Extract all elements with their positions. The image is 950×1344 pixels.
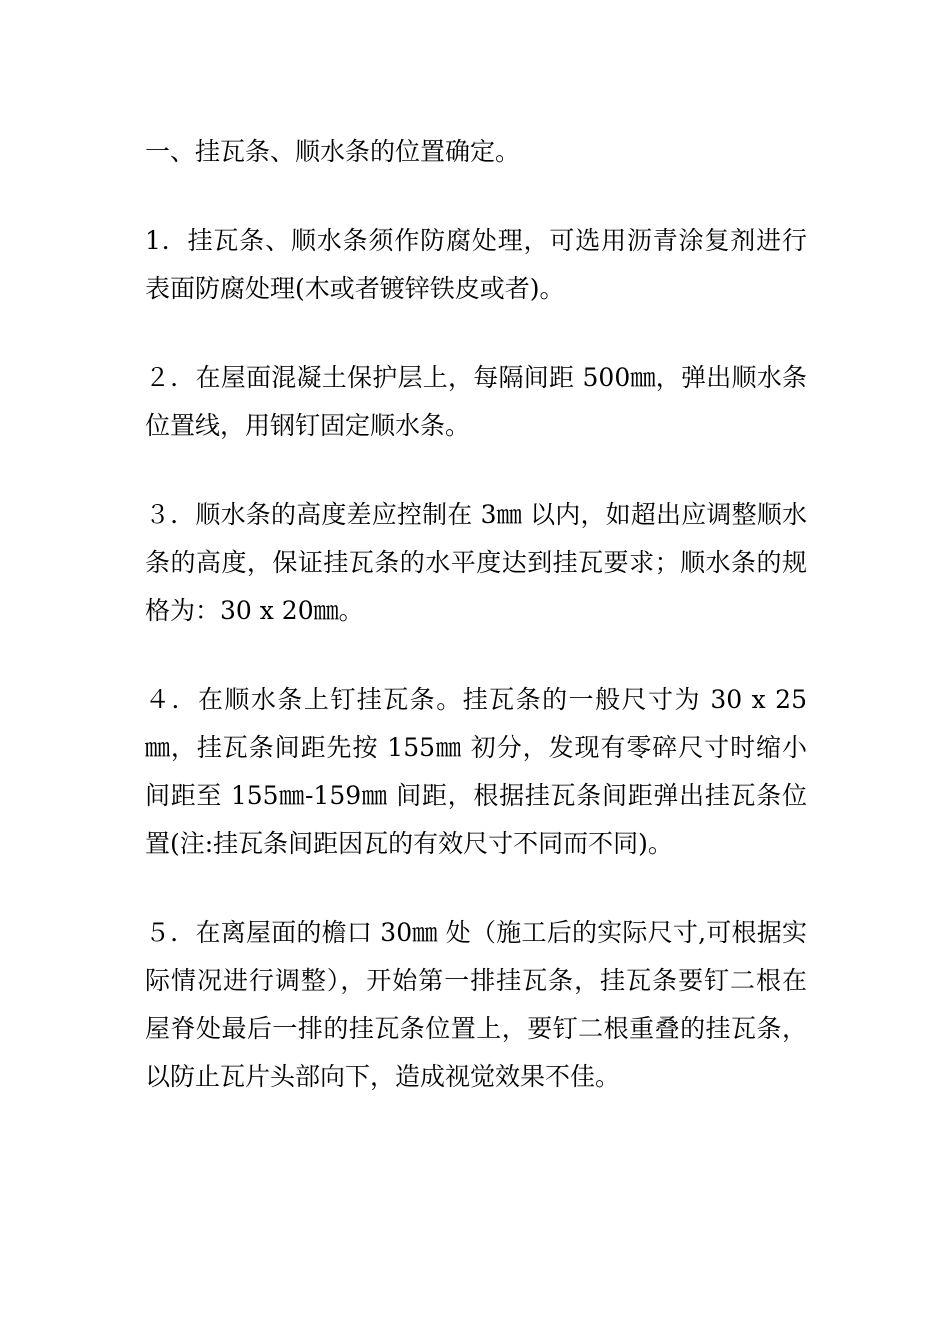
paragraph-number: ３． bbox=[145, 500, 196, 529]
paragraph-text: 在屋面混凝土保护层上，每隔间距 500㎜，弹出顺水条位置线，用钢钉固定顺水条。 bbox=[145, 363, 807, 440]
paragraph-number: ２． bbox=[145, 363, 196, 392]
document-body bbox=[145, 128, 807, 1142]
paragraph-1 bbox=[145, 217, 807, 313]
paragraph-number: 1． bbox=[145, 226, 188, 255]
paragraph-text: 在顺水条上钉挂瓦条。挂瓦条的一般尺寸为 30 x 25㎜，挂瓦条间距先按 155㎜ 初分，发现有零碎尺寸时缩小间距至 155㎜-159㎜ 间距，根据挂瓦条间距弹出挂瓦条位置(注:挂瓦条间距因瓦的有效尺寸不同而不同)。 bbox=[145, 685, 807, 858]
paragraph-2 bbox=[145, 354, 807, 450]
paragraph-4 bbox=[145, 676, 807, 868]
section-heading: 一、挂瓦条、顺水条的位置确定。 bbox=[145, 137, 521, 166]
paragraph-text: 顺水条的高度差应控制在 3㎜ 以内，如超出应调整顺水条的高度，保证挂瓦条的水平度达到挂瓦要求；顺水条的规格为：30 x 20㎜。 bbox=[145, 500, 807, 625]
paragraph-3 bbox=[145, 491, 807, 635]
paragraph-5 bbox=[145, 909, 807, 1101]
paragraph-number: ５． bbox=[145, 918, 196, 947]
paragraph-number: ４． bbox=[145, 685, 198, 714]
paragraph-text: 在离屋面的檐口 30㎜ 处（施工后的实际尺寸,可根据实际情况进行调整），开始第一排挂瓦条，挂瓦条要钉二根在屋脊处最后一排的挂瓦条位置上，要钉二根重叠的挂瓦条，以防止瓦片头部向下，造成视觉效果不佳。 bbox=[145, 918, 807, 1091]
paragraph-text: 挂瓦条、顺水条须作防腐处理，可选用沥青涂复剂进行表面防腐处理(木或者镀锌铁皮或者)。 bbox=[145, 226, 807, 303]
